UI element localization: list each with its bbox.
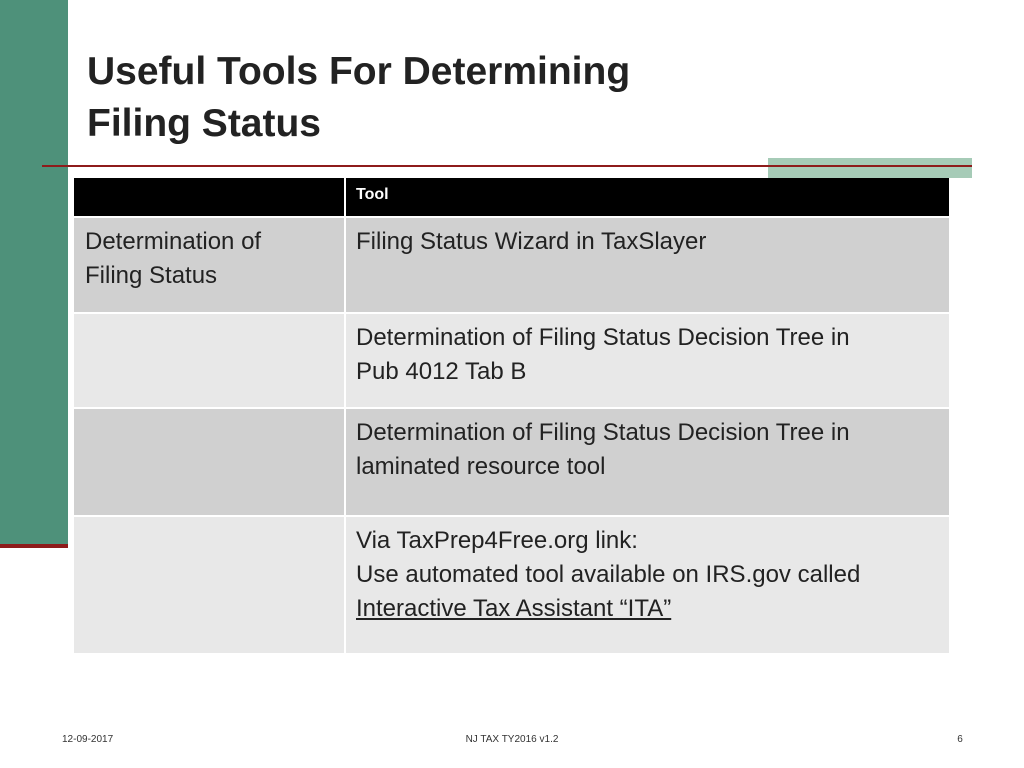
tool-line: laminated resource tool [356,453,606,480]
side-accent-bar [0,0,68,544]
tools-table [74,178,949,653]
row-3-category-cell [74,409,344,515]
side-accent-rule [0,544,68,548]
row-2-tool-cell [346,314,949,407]
footer-date: 12-09-2017 [62,734,114,745]
tool-line: Filing Status Wizard in TaxSlayer [356,228,707,255]
row-1-tool-cell [346,218,949,312]
footer-label: NJ TAX TY2016 v1.2 [465,734,559,745]
row-4-tool-cell [346,517,949,653]
slide-title-line-1: Useful Tools For Determining [87,50,631,93]
tool-line: Determination of Filing Status Decision Tree in [356,419,850,446]
row-3-tool-cell [346,409,949,515]
row-4-category-cell [74,517,344,653]
tool-line: Pub 4012 Tab B [356,358,527,385]
page-number: 6 [957,734,963,745]
table-header-tool-label: Tool [356,186,389,203]
slide-title-line-2: Filing Status [87,102,321,145]
row-1-category-cell [74,218,344,312]
category-line: Determination of [85,228,262,255]
table-header-tool-cell [346,178,949,216]
row-2-category-cell [74,314,344,407]
interactive-tax-assistant-link[interactable]: Interactive Tax Assistant “ITA” [356,595,672,622]
title-divider [42,165,972,167]
title-accent-block [768,158,972,178]
tool-line: Use automated tool available on IRS.gov called [356,561,861,588]
tool-line: Via TaxPrep4Free.org link: [356,527,638,554]
category-line: Filing Status [85,262,218,289]
table-header-category-cell [74,178,344,216]
slide-title [87,46,630,150]
tool-line: Determination of Filing Status Decision Tree in [356,324,850,351]
